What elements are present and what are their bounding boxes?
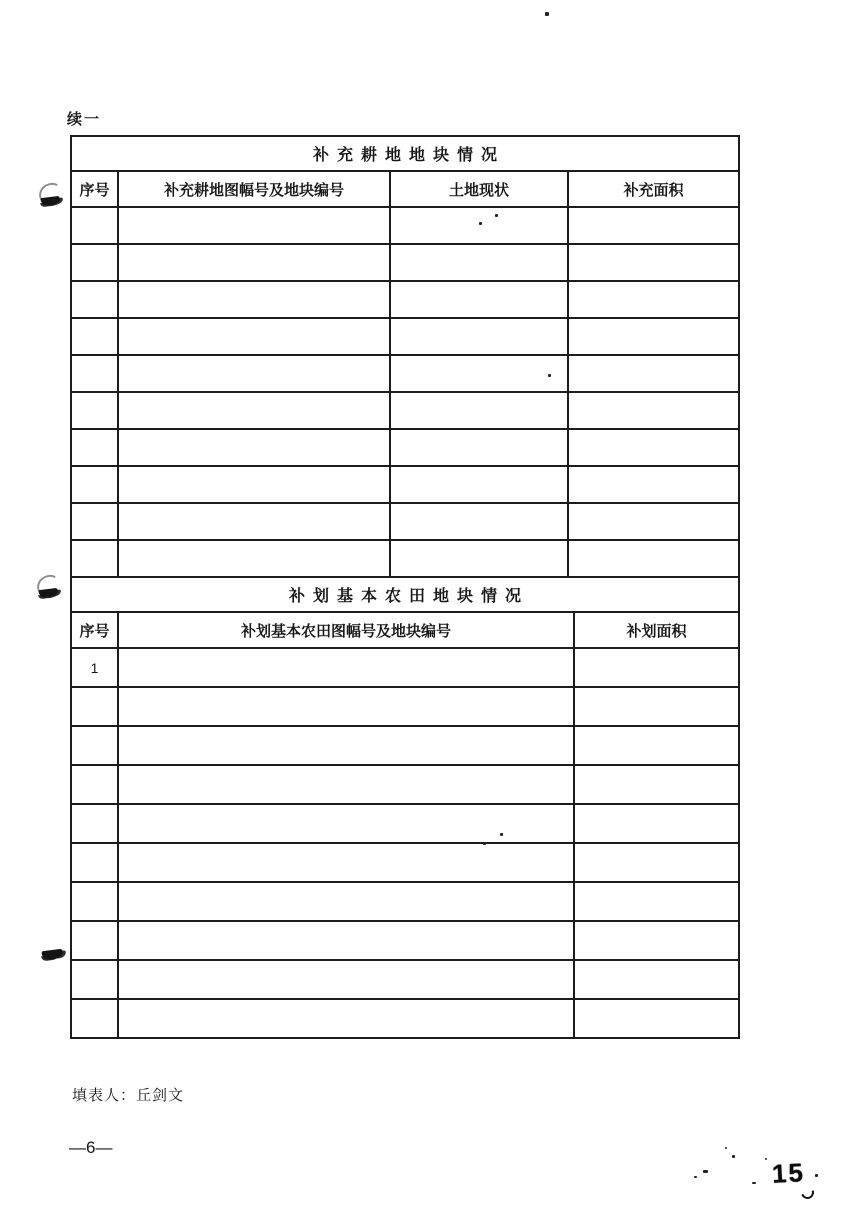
scan-speck (703, 1170, 708, 1173)
table-cell (574, 687, 739, 726)
header-seq-no: 序号 (71, 171, 118, 207)
table-cell (568, 466, 739, 503)
table-cell (71, 466, 118, 503)
table-cell (574, 921, 739, 960)
table-cell (71, 765, 118, 804)
scan-speck (765, 1158, 767, 1160)
table-cell (118, 648, 574, 687)
table-cell (118, 244, 390, 281)
table-row (71, 765, 739, 804)
scan-speck (545, 12, 549, 16)
table-row (71, 281, 739, 318)
table-row (71, 540, 739, 577)
scan-speck (694, 1176, 697, 1178)
table-cell (71, 318, 118, 355)
table-cell (390, 466, 568, 503)
table-cell (390, 392, 568, 429)
table-cell (71, 921, 118, 960)
header-land-status: 土地现状 (390, 171, 568, 207)
table-row (71, 921, 739, 960)
table-cell (574, 804, 739, 843)
stamped-sheet-number: 15 (771, 1157, 806, 1189)
basic-farmland-table (70, 576, 740, 1039)
table-cell (568, 318, 739, 355)
table-row (71, 318, 739, 355)
supplement-table-header-row (71, 171, 739, 207)
table-cell (118, 466, 390, 503)
farmland-table-title-row (71, 577, 739, 612)
scan-speck (815, 1174, 818, 1177)
table-cell (118, 503, 390, 540)
scan-speck (725, 1147, 727, 1149)
table-row (71, 882, 739, 921)
table-cell (118, 921, 574, 960)
continuation-label: 续一 (67, 111, 102, 128)
table-cell (574, 726, 739, 765)
table-cell (568, 392, 739, 429)
table-cell (71, 207, 118, 244)
table-row (71, 960, 739, 999)
scan-speck (500, 833, 503, 836)
supplement-table-title: 补充耕地地块情况 (71, 136, 739, 171)
table-cell (118, 999, 574, 1038)
table-cell (71, 392, 118, 429)
table-row (71, 843, 739, 882)
table-cell (118, 392, 390, 429)
ink-swirl-mark (39, 941, 65, 967)
scan-speck (483, 842, 486, 845)
table-row (71, 648, 739, 687)
table-cell (574, 960, 739, 999)
scan-speck (732, 1155, 735, 1158)
table-cell (71, 882, 118, 921)
table-cell (118, 960, 574, 999)
page-number: —6— (69, 1138, 113, 1157)
ink-swirl-mark (38, 183, 64, 209)
table-cell (118, 687, 574, 726)
table-cell (568, 429, 739, 466)
table-cell (390, 281, 568, 318)
farmland-table-title: 补划基本农田地块情况 (71, 577, 739, 612)
table-cell (118, 882, 574, 921)
table-cell (390, 540, 568, 577)
scan-speck (479, 222, 482, 225)
header-map-sheet-plot-no: 补充耕地图幅号及地块编号 (118, 171, 390, 207)
table-cell (71, 999, 118, 1038)
table-cell (390, 207, 568, 244)
table-cell (118, 843, 574, 882)
header-seq-no: 序号 (71, 612, 118, 648)
table-cell (118, 804, 574, 843)
supplement-table-title-row (71, 136, 739, 171)
table-cell (118, 355, 390, 392)
table-cell (71, 804, 118, 843)
table-cell (118, 429, 390, 466)
table-cell (568, 503, 739, 540)
table-cell (71, 687, 118, 726)
table-cell: 1 (71, 648, 118, 687)
table-row (71, 355, 739, 392)
form-filler-name: 填表人：丘剑文 (72, 1088, 185, 1104)
table-cell (71, 503, 118, 540)
table-cell (118, 765, 574, 804)
header-supplement-area: 补充面积 (568, 171, 739, 207)
table-cell (118, 540, 390, 577)
form-tables (70, 135, 738, 1039)
table-row (71, 726, 739, 765)
table-cell (568, 281, 739, 318)
scan-speck (548, 374, 551, 377)
table-row (71, 429, 739, 466)
table-cell (118, 318, 390, 355)
table-cell (71, 244, 118, 281)
table-row (71, 392, 739, 429)
table-cell (574, 765, 739, 804)
table-cell (574, 999, 739, 1038)
table-cell (390, 318, 568, 355)
table-cell (568, 540, 739, 577)
table-row (71, 466, 739, 503)
table-cell (574, 843, 739, 882)
table-cell (574, 648, 739, 687)
farmland-table-header-row (71, 612, 739, 648)
table-row (71, 207, 739, 244)
scan-speck (752, 1182, 756, 1184)
table-cell (568, 207, 739, 244)
table-cell (390, 355, 568, 392)
table-cell (71, 355, 118, 392)
table-cell (390, 503, 568, 540)
table-row (71, 503, 739, 540)
table-cell (568, 355, 739, 392)
table-cell (71, 726, 118, 765)
table-cell (71, 843, 118, 882)
table-cell (118, 207, 390, 244)
table-cell (71, 281, 118, 318)
table-cell (390, 429, 568, 466)
table-cell (574, 882, 739, 921)
table-cell (568, 244, 739, 281)
table-row (71, 244, 739, 281)
table-cell (71, 960, 118, 999)
supplement-cultivated-land-table (70, 135, 740, 578)
table-cell (390, 244, 568, 281)
header-farmland-map-sheet-plot-no: 补划基本农田图幅号及地块编号 (118, 612, 574, 648)
table-cell (71, 540, 118, 577)
table-row (71, 804, 739, 843)
table-row (71, 999, 739, 1038)
table-cell (71, 429, 118, 466)
header-redesignated-area: 补划面积 (574, 612, 739, 648)
table-cell (118, 281, 390, 318)
table-cell (118, 726, 574, 765)
scan-speck (495, 214, 498, 217)
table-row (71, 687, 739, 726)
ink-swirl-mark (36, 575, 62, 601)
